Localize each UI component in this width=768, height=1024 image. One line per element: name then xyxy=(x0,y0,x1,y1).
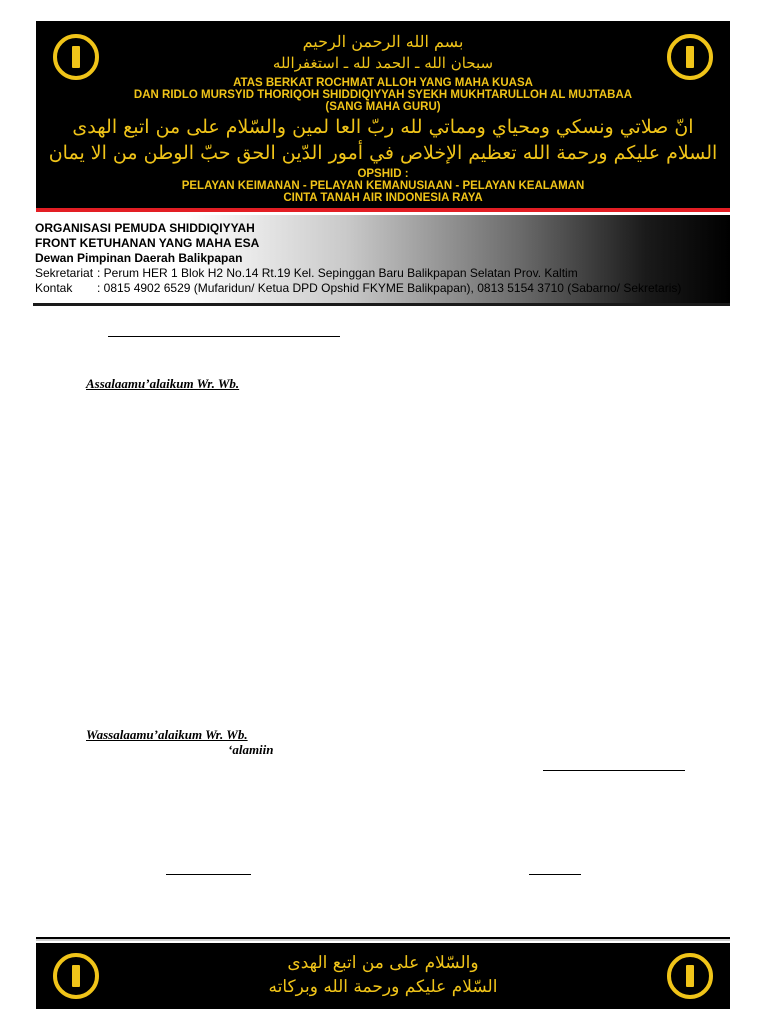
secretariat-label: Sekretariat xyxy=(35,266,94,280)
contact-label: Kontak xyxy=(35,281,73,295)
info-bottom-divider xyxy=(33,303,730,306)
opshid-label: OPSHID : xyxy=(357,168,409,180)
banner-arabic-2: السلام عليكم ورحمة الله تعظيم الإخلاص في أمور الدّين الحق حبّ الوطن من الا يمان xyxy=(48,142,718,164)
banner-line-1: ATAS BERKAT ROCHMAT ALLOH YANG MAHA KUASA xyxy=(233,77,533,89)
header-banner xyxy=(36,21,730,209)
banner-line-4: PELAYAN KEIMANAN - PELAYAN KEMANUSIAAN - PELAYAN KEALAMAN xyxy=(181,180,585,192)
org-name-2: FRONT KETUHANAN YANG MAHA ESA xyxy=(35,236,260,250)
alamiin-text: ‘alamiin xyxy=(228,742,274,757)
greeting-opening: Assalaamu’alaikum Wr. Wb. xyxy=(86,376,240,391)
footer-gap-rule xyxy=(36,939,730,941)
organization-info xyxy=(33,215,730,303)
signature-line-left xyxy=(166,874,251,875)
bismillah-calligraphy: بسم الله الرحمن الرحيم xyxy=(302,32,464,51)
footer-arabic-1: والسّلام على من اتبع الهدى xyxy=(287,953,479,973)
secretariat-row xyxy=(35,266,730,281)
banner-line-2: DAN RIDLO MURSYID THORIQOH SHIDDIQIYYAH SYEKH MUKHTARULLOH AL MUJTABAA xyxy=(133,89,633,101)
date-line xyxy=(543,770,685,771)
subject-underline xyxy=(108,336,340,337)
tasbih-text: سبحان الله ـ الحمد لله ـ استغفرالله xyxy=(272,54,494,72)
signature-line-right xyxy=(529,874,581,875)
banner-line-3: (SANG MAHA GURU) xyxy=(325,101,441,113)
secretariat-value: : Perum HER 1 Blok H2 No.14 Rt.19 Kel. Sepinggan Baru Balikpapan Selatan Prov. Kaltim xyxy=(97,266,578,280)
footer-banner xyxy=(36,943,730,1009)
header-red-divider xyxy=(36,208,730,212)
banner-arabic-1: انّ صلاتي ونسكي ومحياي ومماتي لله ربّ العا لمين والسّلام على من اتبع الهدى xyxy=(72,116,694,138)
org-name-1: ORGANISASI PEMUDA SHIDDIQIYYAH xyxy=(35,221,255,235)
org-name-3: Dewan Pimpinan Daerah Balikpapan xyxy=(35,251,243,265)
banner-line-5: CINTA TANAH AIR INDONESIA RAYA xyxy=(283,192,483,204)
greeting-closing: Wassalaamu’alaikum Wr. Wb. xyxy=(86,727,248,742)
footer-arabic-2: السّلام عليكم ورحمة الله وبركاته xyxy=(268,977,498,997)
contact-value: : 0815 4902 6529 (Mufaridun/ Ketua DPD Opshid FKYME Balikpapan), 0813 5154 3710 (Sabarno/ Sekretaris) xyxy=(97,281,682,295)
contact-row xyxy=(35,281,730,296)
